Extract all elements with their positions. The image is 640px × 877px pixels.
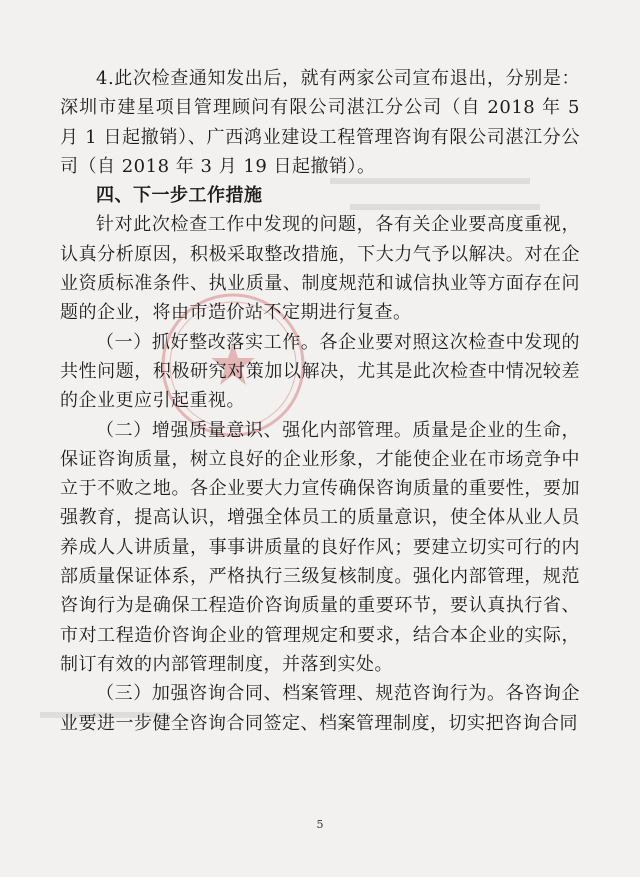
paragraph-measure-3: （三）加强咨询合同、档案管理、规范咨询行为。各咨询企业要进一步健全咨询合同签定、档案管理制度，切实把咨询合同 xyxy=(60,683,580,734)
paragraph-measure-1: （一）抓好整改落实工作。各企业要对照这次检查中发现的共性问题，积极研究对策加以解决，尤其是此次检查中情况较差的企业更应引起重视。 xyxy=(60,331,580,412)
document-body xyxy=(60,64,580,738)
paragraph-intro: 针对此次检查工作中发现的问题，各有关企业要高度重视，认真分析原因，积极采取整改措施，下大力气予以解决。对在企业资质标准条件、执业质量、制度规范和诚信执业等方面存在问题的企业，将由市造价站不定期进行复查。 xyxy=(60,214,580,324)
page-number: 5 xyxy=(316,818,324,831)
section-heading: 四、下一步工作措施 xyxy=(96,185,263,207)
paragraph-measure-2: （二）增强质量意识、强化内部管理。质量是企业的生命，保证咨询质量，树立良好的企业形象，才能使企业在市场竞争中立于不败之地。各企业要大力宣传确保咨询质量的重要性，要加强教育，提高认识，增强全体员工的质量意识，使全体从业人员养成人人讲质量，事事讲质量的良好作风；要建立切实可行的内部质量保证体系，严格执行三级复核制度。强化内部管理，规范咨询行为是确保工程造价咨询质量的重要环节，要认真执行省、市对工程造价咨询企业的管理规定和要求，结合本企业的实际，制订有效的内部管理制度，并落到实处。 xyxy=(60,419,580,675)
paragraph-item-4: 4.此次检查通知发出后，就有两家公司宣布退出，分别是：深圳市建星项目管理顾问有限公司湛江分公司（自 2018 年 5 月 1 日起撤销）、广西鸿业建设工程管理咨询有限公司湛江分公司（自 2018 年 3 月 19 日起撤销）。 xyxy=(60,68,580,177)
